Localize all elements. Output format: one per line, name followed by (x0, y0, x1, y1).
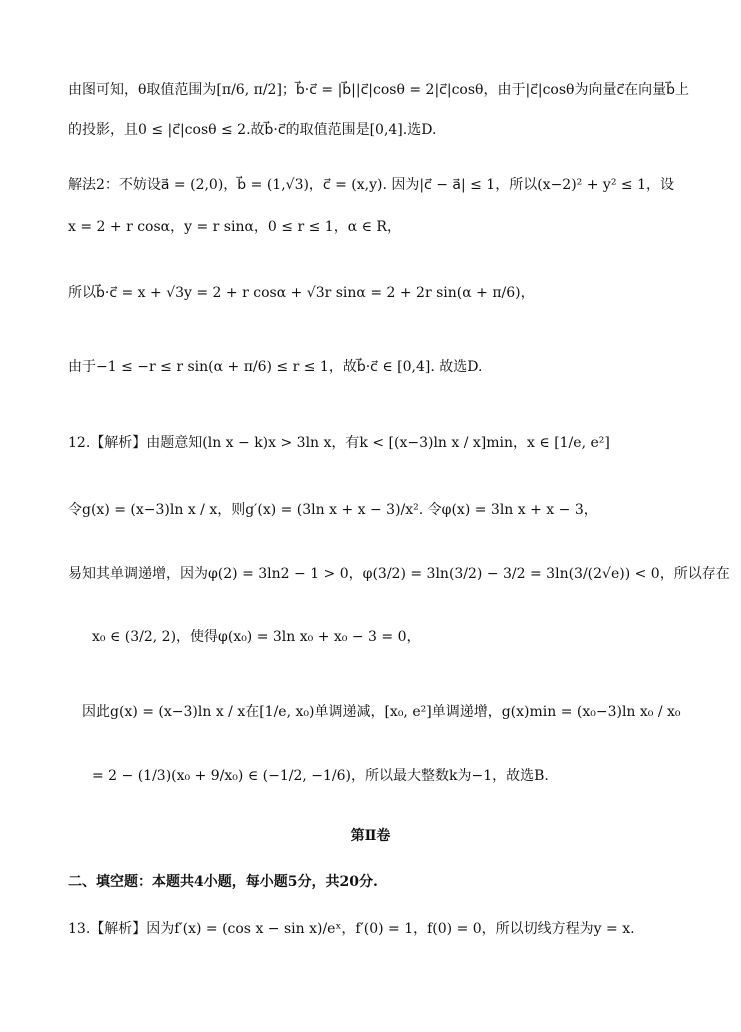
text-line-13: 13.【解析】因为f′(x) = (cos x − sin x)/eˣ，f′(0) = 1，f(0) = 0，所以切线方程为y = x. (68, 921, 635, 937)
text-line-7: 12.【解析】由题意知(ln x − k)x > 3ln x，有k < [(x−3)ln x / x]min，x ∈ [1/e, e²] (68, 435, 610, 451)
text-line-6: 由于−1 ≤ −r ≤ r sin(α + π/6) ≤ r ≤ 1，故b⃗·c⃗ ∈ [0,4]. 故选D. (68, 359, 483, 375)
section-title: 第Ⅱ卷 (350, 828, 391, 844)
text-line-11: 因此g(x) = (x−3)ln x / x在[1/e, x₀)单调递减，[x₀, e²]单调递增，g(x)min = (x₀−3)ln x₀ / x₀ (82, 704, 681, 720)
text-line-4: x = 2 + r cosα，y = r sinα，0 ≤ r ≤ 1，α ∈ R， (68, 219, 401, 235)
text-line-2: 的投影，且0 ≤ |c⃗|cosθ ≤ 2.故b⃗·c⃗的取值范围是[0,4].选D. (68, 122, 437, 138)
text-line-5: 所以b⃗·c⃗ = x + √3y = 2 + r cosα + √3r sinα = 2 + 2r sin(α + π/6)， (68, 285, 535, 301)
text-line-12: = 2 − (1/3)(x₀ + 9/x₀) ∈ (−1/2, −1/6)，所以最大整数k为−1，故选B. (92, 768, 549, 784)
text-line-8: 令g(x) = (x−3)ln x / x，则g′(x) = (3ln x + x − 3)/x². 令φ(x) = 3ln x + x − 3， (68, 502, 598, 518)
text-line-9: 易知其单调递增，因为φ(2) = 3ln2 − 1 > 0，φ(3/2) = 3ln(3/2) − 3/2 = 3ln(3/(2√e)) < 0，所以存在 (68, 566, 730, 582)
text-line-3: 解法2：不妨设a⃗ = (2,0)，b⃗ = (1,√3)，c⃗ = (x,y). 因为|c⃗ − a⃗| ≤ 1，所以(x−2)² + y² ≤ 1，设 (68, 177, 674, 193)
section-heading: 二、填空题：本题共4小题，每小题5分，共20分. (68, 874, 378, 890)
text-line-10: x₀ ∈ (3/2, 2)，使得φ(x₀) = 3ln x₀ + x₀ − 3 = 0， (92, 629, 421, 645)
text-line-1: 由图可知，θ取值范围为[π/6, π/2]；b⃗·c⃗ = |b⃗||c⃗|cosθ = 2|c⃗|cosθ，由于|c⃗|cosθ为向量c⃗在向量b⃗上 (68, 82, 690, 98)
